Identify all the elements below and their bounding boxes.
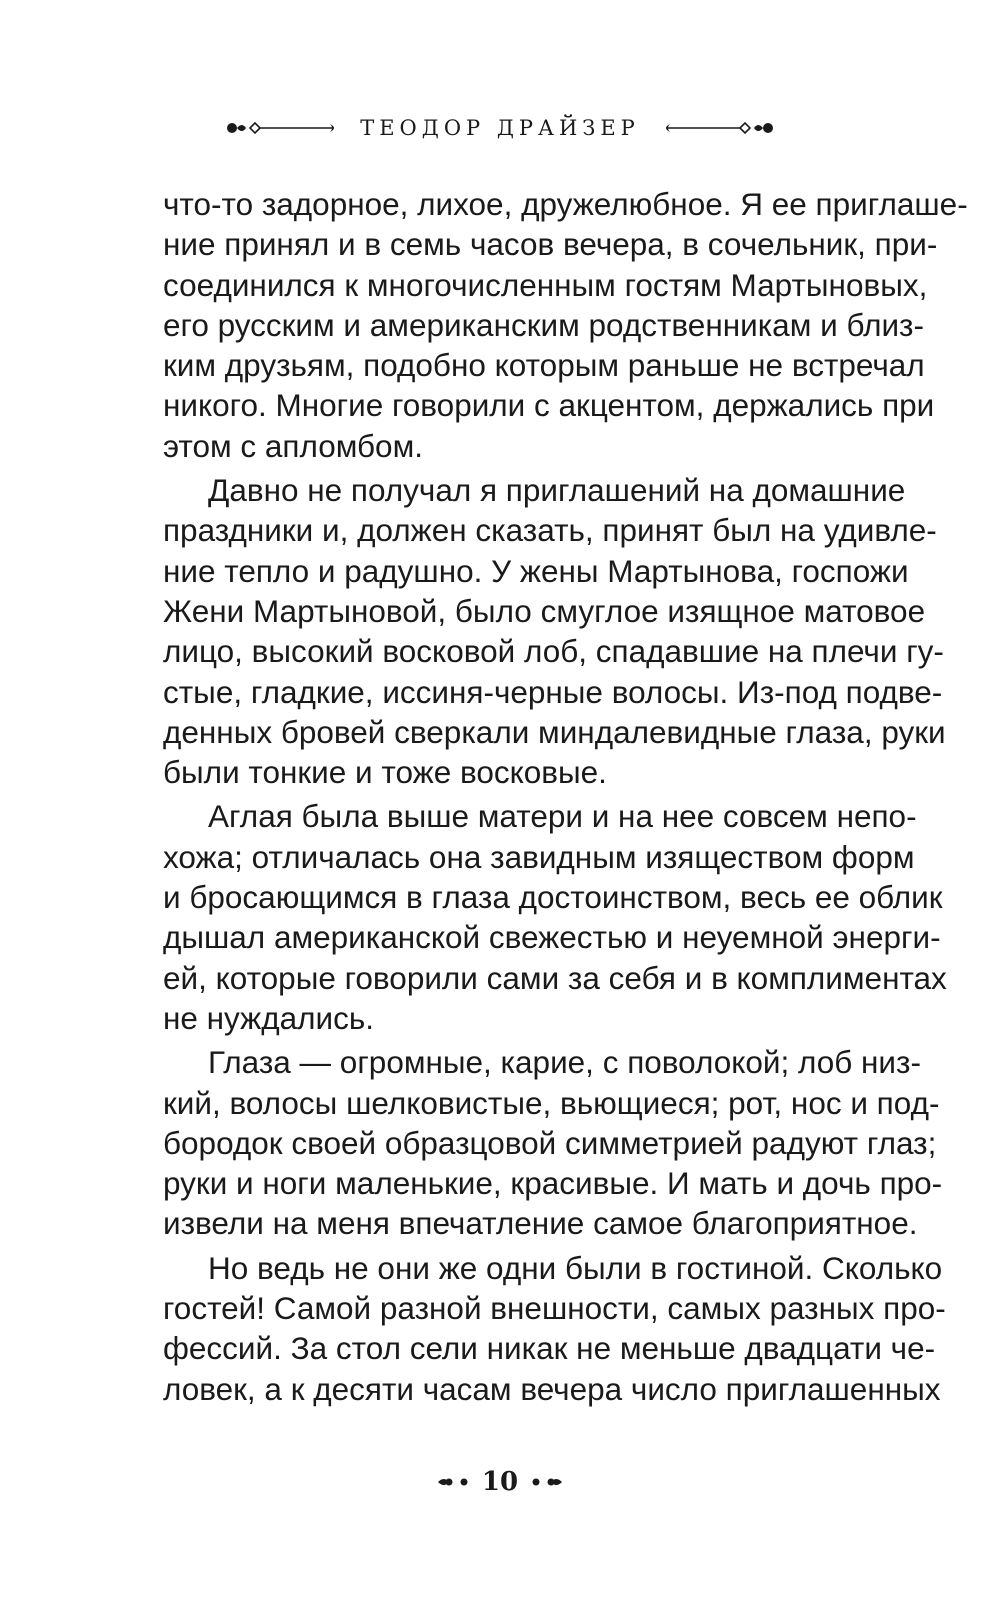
text-line: стые, гладкие, иссиня-черные волосы. Из-под подве- [163,673,943,710]
paragraph [163,1042,943,1243]
text-line: ние принял и в семь часов вечера, в сочельник, при- [163,226,938,263]
text-line: соединился к многочисленным гостям Мартыновых, [163,266,928,303]
text-line: никого. Многие говорили с акцентом, держались при [163,387,935,424]
text-line: Давно не получал я приглашений на домашние [208,472,906,509]
text-line: и бросающимся в глаза достоинством, весь ее облик [163,879,943,916]
text-line: ей, которые говорили сами за себя и в комплиментах [163,959,947,996]
text-line: ние тепло и радушно. У жены Мартынова, госпожи [163,552,909,589]
running-header-title: ТЕОДОР ДРАЙЗЕР [360,116,640,140]
text-line: ким друзьям, подобно которым раньше не встречал [163,347,925,384]
text-line: руки и ноги маленькие, красивые. И мать и дочь про- [163,1165,943,1202]
text-line: Аглая была выше матери и на нее совсем непо- [208,798,917,835]
text-line: хожа; отличалась она завидным изяществом форм [163,838,915,875]
text-line: извели на меня впечатление самое благоприятное. [163,1205,918,1242]
paragraph [163,796,947,1038]
text-line: кий, волосы шелковистые, вьющиеся; рот, нос и под- [163,1084,940,1121]
paragraph [163,184,968,466]
flourish-right-icon [656,116,776,140]
paragraph [163,1248,946,1409]
page-number: 10 [481,1467,519,1497]
folio-flourish-left-icon [436,1473,472,1491]
text-line: фессий. За стол сели никак не меньше двадцати че- [163,1330,936,1367]
text-line: Глаза — огромные, карие, с поволокой; лоб низ- [208,1044,921,1081]
text-line: праздники и, должен сказать, принят был на удивле- [163,512,937,549]
text-line: Но ведь не они же одни были в гостиной. Сколько [208,1249,943,1286]
text-line: ловек, а к десяти часам вечера число приглашенных [163,1370,941,1407]
paragraph [163,470,946,792]
text-line: лицо, высокий восковой лоб, спадавшие на плечи гу- [163,633,944,670]
text-line: гостей! Самой разной внешности, самых разных про- [163,1290,946,1327]
text-line: что-то задорное, лихое, дружелюбное. Я ее приглаше- [163,186,968,222]
text-line: были тонкие и тоже восковые. [163,754,607,791]
text-line: его русским и американским родственникам и близ- [163,306,924,343]
flourish-left-icon [224,116,344,140]
running-header [0,108,1000,148]
text-line: бородок своей образцовой симметрией радуют глаз; [163,1124,937,1161]
body-text [163,184,968,1413]
text-line: дышал американской свежестью и неуемной энерги- [163,919,941,956]
text-line: денных бровей сверкали миндалевидные глаза, руки [163,713,946,750]
page-number-footer [0,1464,1000,1500]
folio-flourish-right-icon [528,1473,564,1491]
text-line: Жени Мартыновой, было смуглое изящное матовое [163,592,926,629]
text-line: этом с апломбом. [163,427,423,464]
text-line: не нуждались. [163,999,375,1036]
